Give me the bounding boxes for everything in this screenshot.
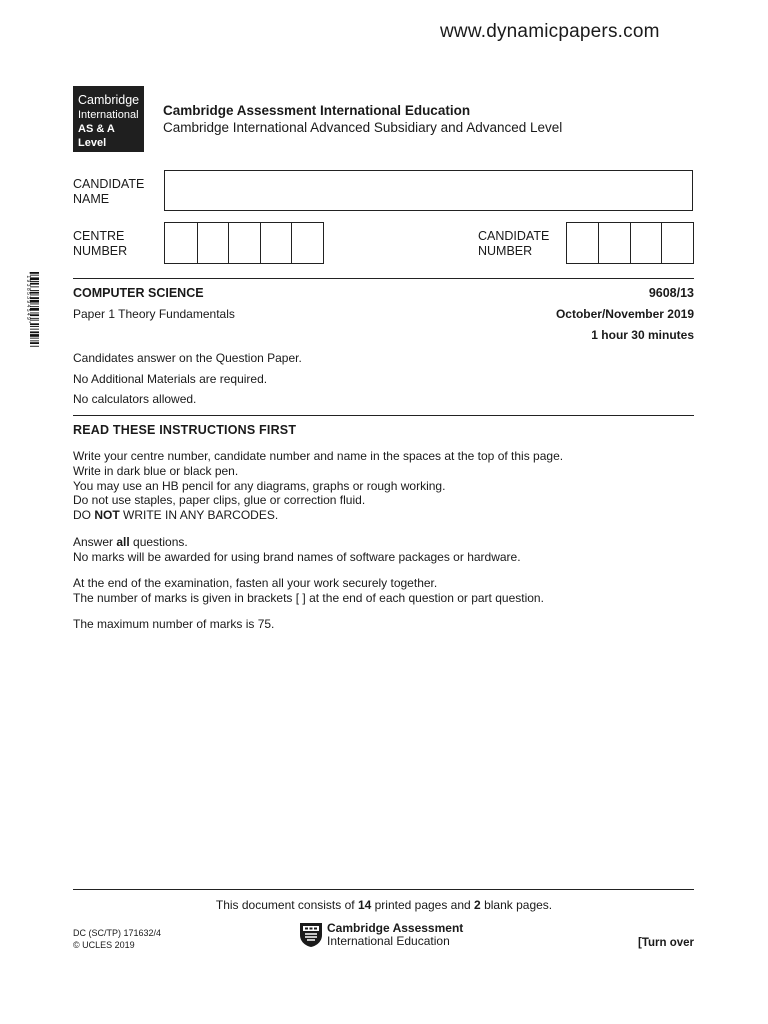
digit-cell[interactable]	[630, 223, 662, 263]
materials-line: No Additional Materials are required.	[73, 371, 268, 386]
brand-line-1: Cambridge Assessment	[327, 921, 464, 935]
exam-session: October/November 2019	[555, 307, 694, 321]
document-reference	[73, 927, 161, 951]
header-title: Cambridge Assessment International Education	[163, 103, 471, 118]
brand-line-2: International Education	[327, 934, 450, 948]
digit-cell[interactable]	[228, 223, 260, 263]
centre-number-label	[73, 229, 127, 259]
printed-pages-count: 14	[357, 898, 372, 912]
centre-number-label-line-2: NUMBER	[73, 244, 128, 258]
exam-duration: 1 hour 30 minutes	[591, 328, 694, 342]
materials-line: No calculators allowed.	[73, 392, 197, 406]
digit-cell[interactable]	[260, 223, 292, 263]
paper-title: Paper 1 Theory Fundamentals	[73, 307, 235, 321]
digit-cell[interactable]	[291, 223, 323, 263]
syllabus-code: 9608/13	[648, 286, 694, 300]
digit-cell[interactable]	[598, 223, 630, 263]
digit-cell[interactable]	[165, 223, 197, 263]
barcode-bar	[30, 326, 39, 327]
barcode-text: * 1 9 3 8 5 3 9 4 5 4 9 *	[25, 272, 31, 324]
candidate-number-label-line-1: CANDIDATE	[478, 229, 550, 243]
logo-line-1: Cambridge	[78, 93, 140, 107]
candidate-name-field[interactable]	[164, 170, 693, 211]
instruction-line: Write in dark blue or black pen.	[73, 463, 239, 478]
instruction-line-answer	[73, 535, 521, 550]
divider-top	[73, 278, 694, 279]
candidate-number-label	[478, 229, 549, 259]
cambridge-brand	[299, 921, 463, 949]
logo-line-2: International	[78, 109, 139, 121]
materials-list	[73, 348, 302, 410]
footer-text: This document consists of	[215, 898, 358, 912]
digit-cell[interactable]	[197, 223, 229, 263]
instruction-line: The maximum number of marks is 75.	[73, 617, 275, 631]
instructions-heading: READ THESE INSTRUCTIONS FIRST	[73, 423, 297, 437]
instruction-line: Write your centre number, candidate number and name in the spaces at the top of this page.	[73, 449, 564, 463]
barcode-bar	[30, 331, 39, 333]
instruction-text: WRITE IN ANY BARCODES.	[119, 508, 279, 523]
candidate-name-label	[73, 177, 144, 207]
materials-line: Candidates answer on the Question Paper.	[73, 351, 302, 365]
instructions-block-3	[73, 576, 544, 606]
instruction-line-barcodes	[73, 508, 563, 523]
barcode-bar	[30, 334, 39, 337]
footer-text: blank pages.	[480, 898, 553, 912]
digit-cell[interactable]	[661, 223, 693, 263]
barcode-bar	[30, 342, 39, 344]
instruction-text: DO	[73, 508, 95, 523]
footer-text: printed pages and	[371, 898, 475, 912]
digit-cell[interactable]	[567, 223, 598, 263]
copyright-notice: © UCLES 2019	[73, 940, 135, 950]
candidate-number-field[interactable]	[566, 222, 694, 264]
instruction-line: No marks will be awarded for using brand names of software packages or hardware.	[73, 549, 521, 564]
instructions-block-1	[73, 449, 563, 523]
instruction-emphasis: all	[116, 535, 130, 549]
turn-over: [Turn over	[637, 937, 694, 949]
reference-code: DC (SC/TP) 171632/4	[73, 928, 162, 938]
barcode-bar	[30, 338, 39, 339]
barcode-bar	[30, 329, 39, 330]
candidate-name-label-line-1: CANDIDATE	[73, 177, 145, 191]
subject-title: COMPUTER SCIENCE	[73, 286, 204, 300]
website-url[interactable]: www.dynamicpapers.com	[440, 21, 660, 42]
barcode-image	[24, 272, 39, 398]
divider-bottom	[73, 889, 694, 890]
shield-crest-icon	[299, 922, 323, 948]
logo-line-3: AS & A Level	[78, 123, 115, 149]
page-count-note	[0, 898, 768, 912]
barcode-bar	[30, 346, 39, 347]
centre-number-label-line-1: CENTRE	[73, 229, 125, 243]
centre-number-field[interactable]	[164, 222, 324, 264]
candidate-number-label-line-2: NUMBER	[478, 244, 533, 258]
instruction-line: The number of marks is given in brackets [ ] at the end of each question or part question.	[73, 590, 544, 605]
instructions-block-4	[73, 617, 274, 632]
divider-middle	[73, 415, 694, 416]
blank-pages-count: 2	[474, 898, 481, 912]
instructions-block-2	[73, 535, 521, 565]
instruction-line: At the end of the examination, fasten all your work securely together.	[73, 576, 438, 590]
cambridge-logo	[73, 86, 144, 152]
instruction-text: questions.	[129, 535, 188, 549]
instruction-text: Answer	[73, 535, 117, 549]
candidate-name-label-line-2: NAME	[73, 192, 110, 206]
instruction-line: Do not use staples, paper clips, glue or correction fluid.	[73, 493, 366, 508]
instruction-line: You may use an HB pencil for any diagrams, graphs or rough working.	[73, 478, 446, 493]
barcode-bar	[30, 323, 39, 325]
barcode-bar	[30, 340, 39, 341]
instruction-emphasis: NOT	[94, 508, 120, 523]
header-subtitle: Cambridge International Advanced Subsidiary and Advanced Level	[163, 120, 563, 135]
